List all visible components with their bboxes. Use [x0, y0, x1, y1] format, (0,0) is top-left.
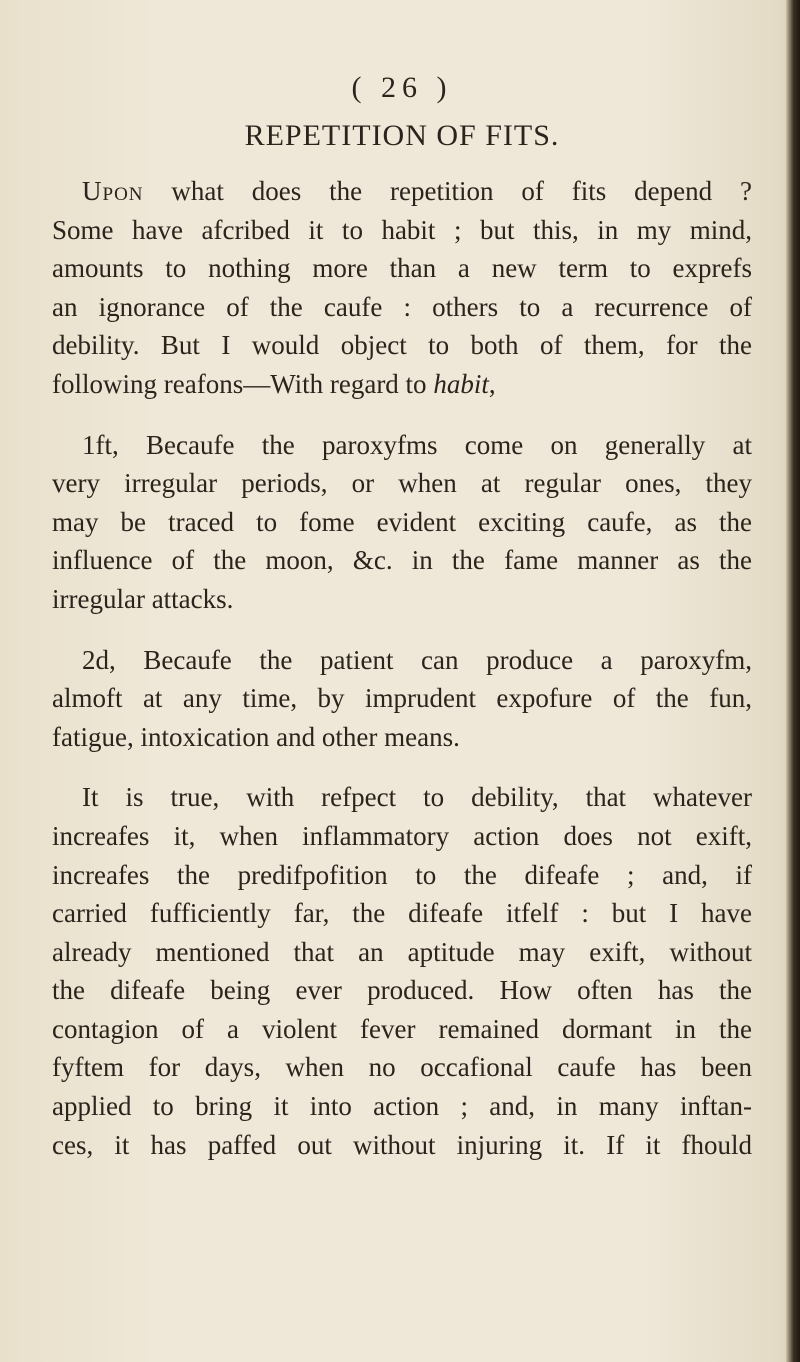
paragraph-3 — [52, 641, 752, 757]
text-line: Some have afcribed it to habit ; but this, in my mind, — [52, 214, 752, 245]
text-line: increafes it, when inflammatory action does not exift, — [52, 820, 752, 851]
text-line: an ignorance of the caufe : others to a recurrence of — [52, 291, 752, 322]
text-line: influence of the moon, &c. in the fame manner as the — [52, 545, 752, 576]
text-line: fyftem for days, when no occafional caufe has been — [52, 1052, 752, 1083]
paragraph-4 — [52, 778, 752, 1164]
page-number: ( 26 ) — [351, 71, 453, 104]
text-line: may be traced to fome evident exciting caufe, as the — [52, 506, 752, 537]
text-line: 1ft, Becaufe the paroxyfms come on generally at — [82, 429, 752, 460]
italic-word: habit — [433, 368, 489, 399]
text-line: already mentioned that an aptitude may exift, without — [52, 936, 752, 967]
text-line: It is true, with refpect to debility, that whatever — [82, 782, 752, 813]
text-line: almoft at any time, by imprudent expofure of the fun, — [52, 683, 752, 714]
text-line: 2d, Becaufe the patient can produce a paroxyfm, — [82, 644, 752, 675]
paragraph-gap — [52, 619, 752, 641]
text-line: irregular attacks. — [52, 583, 234, 614]
text-line: debility. But I would object to both of them, for the — [52, 330, 752, 361]
text-line: following reafons—With regard to habit, — [52, 368, 496, 399]
text-line: amounts to nothing more than a new term to exprefs — [52, 253, 752, 284]
text-line: increafes the predifpofition to the difeafe ; and, if — [52, 859, 752, 890]
running-head: REPETITION OF FITS. — [244, 119, 560, 152]
book-spine-edge — [786, 0, 800, 1362]
paragraph-gap — [52, 404, 752, 426]
paragraph-2 — [52, 426, 752, 619]
text-line: fatigue, intoxication and other means. — [52, 721, 460, 752]
text-line: very irregular periods, or when at regular ones, they — [52, 468, 752, 499]
text-line: the difeafe being ever produced. How often has the — [52, 975, 752, 1006]
paragraph-gap — [52, 756, 752, 778]
lead-caps-word: Upon — [82, 176, 144, 206]
paragraph-1 — [52, 172, 752, 404]
page-text-block — [52, 70, 752, 1164]
text-line: ces, it has paffed out without injuring it. If it fhould — [52, 1129, 752, 1160]
text-line: contagion of a violent fever remained dormant in the — [52, 1013, 752, 1044]
text-line: applied to bring it into action ; and, in many inftan- — [52, 1091, 752, 1122]
text-line: carried fufficiently far, the difeafe itfelf : but I have — [52, 898, 752, 929]
text-line: Upon what does the repetition of fits depend ? — [82, 176, 752, 206]
